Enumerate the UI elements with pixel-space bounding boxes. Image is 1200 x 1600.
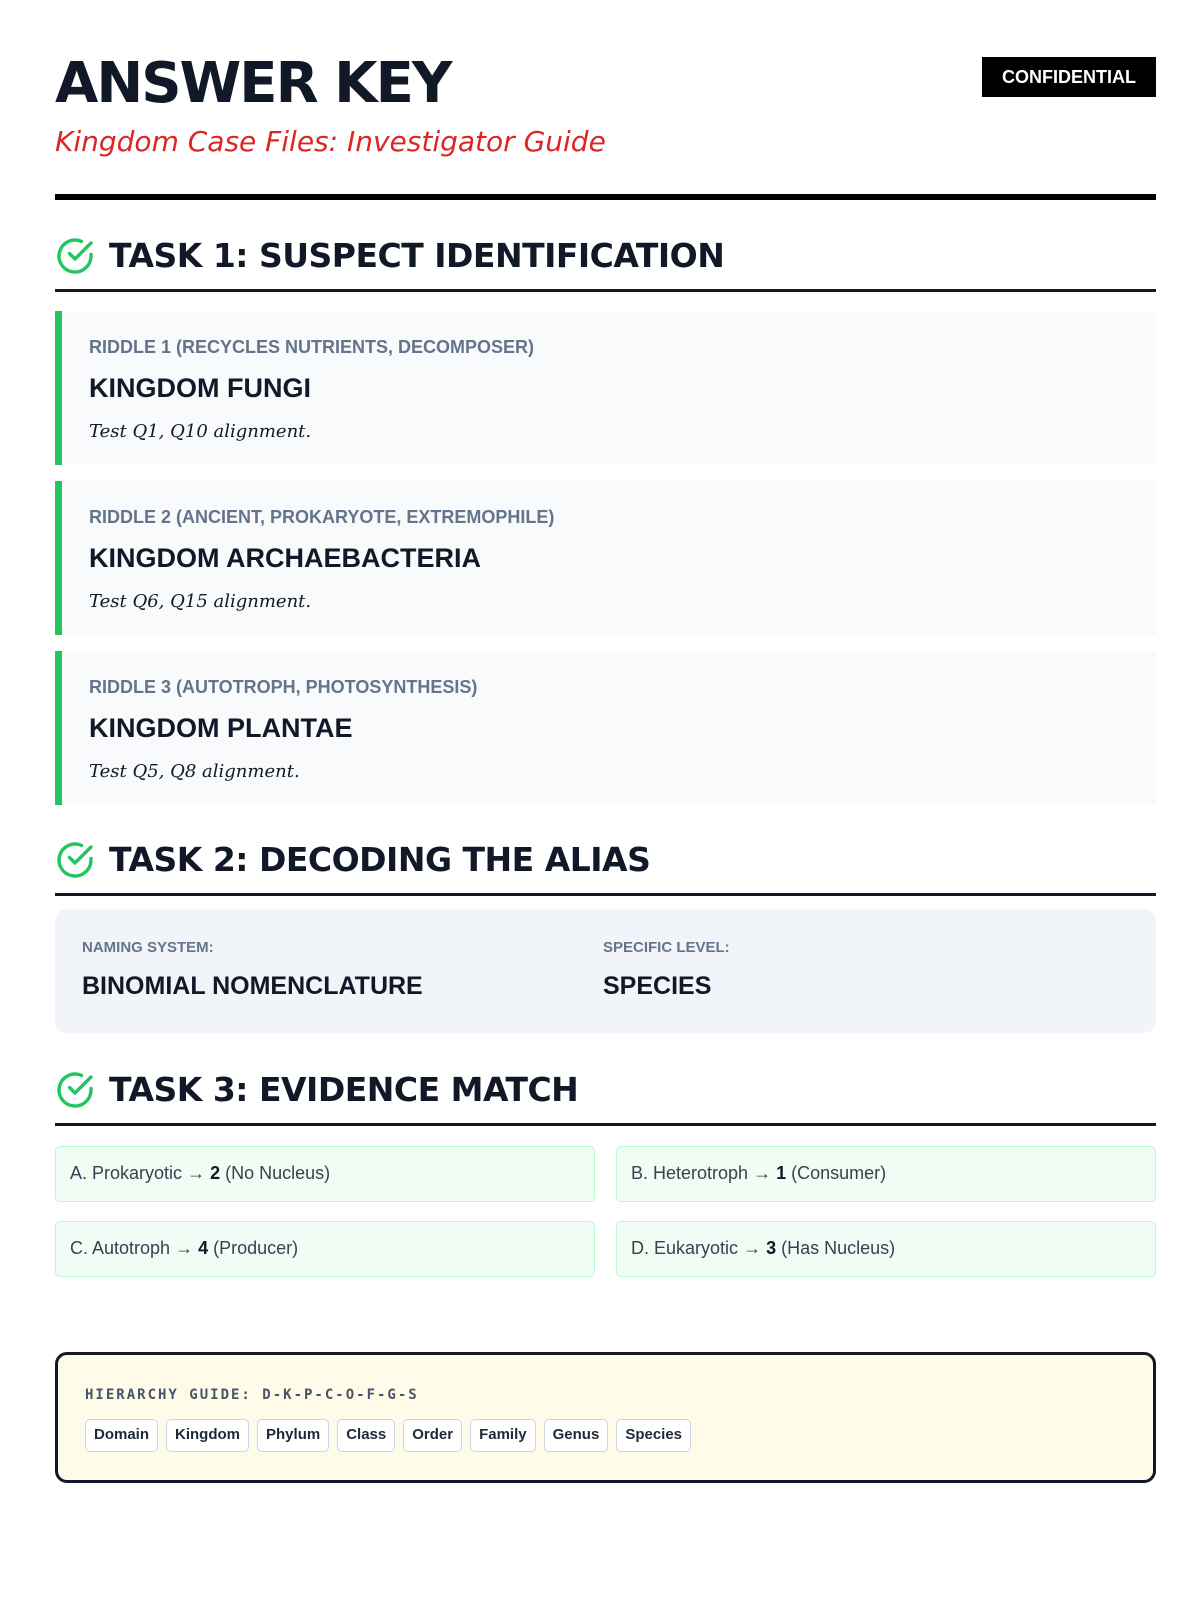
match-number: 2 <box>210 1163 221 1183</box>
task2-heading <box>55 838 1156 896</box>
riddle-answer: KINGDOM FUNGI <box>89 373 311 403</box>
hierarchy-tag-class: Class <box>337 1419 395 1452</box>
riddle-note: Test Q6, Q15 alignment. <box>89 591 312 612</box>
hierarchy-tag-species: Species <box>616 1419 691 1452</box>
match-term: B. Heterotroph <box>631 1163 749 1183</box>
naming-system-label: NAMING SYSTEM: <box>82 939 214 956</box>
specific-level-value: SPECIES <box>603 972 712 1000</box>
alias-box <box>55 909 1156 1033</box>
check-circle-icon <box>55 840 95 880</box>
task3-title: TASK 3: EVIDENCE MATCH <box>109 1070 579 1109</box>
arrow-icon: → <box>187 1163 206 1183</box>
task2-title: TASK 2: DECODING THE ALIAS <box>109 840 651 879</box>
page-title: ANSWER KEY <box>55 51 451 116</box>
evidence-match <box>55 1221 595 1277</box>
hierarchy-tag-domain: Domain <box>85 1419 158 1452</box>
match-description: (Consumer) <box>791 1163 887 1183</box>
arrow-icon: → <box>743 1238 762 1258</box>
match-term: A. Prokaryotic <box>70 1163 183 1183</box>
hierarchy-tags <box>85 1419 691 1452</box>
header-divider <box>55 194 1156 200</box>
riddle-card <box>55 651 1156 805</box>
riddle-card <box>55 481 1156 635</box>
page-subtitle: Kingdom Case Files: Investigator Guide <box>55 125 606 158</box>
specific-level <box>603 939 730 1001</box>
riddle-answer: KINGDOM PLANTAE <box>89 713 353 743</box>
match-number: 4 <box>198 1238 209 1258</box>
arrow-icon: → <box>175 1238 194 1258</box>
match-term: D. Eukaryotic <box>631 1238 739 1258</box>
riddle-label: RIDDLE 3 (AUTOTROPH, PHOTOSYNTHESIS) <box>89 677 478 697</box>
arrow-icon: → <box>753 1163 772 1183</box>
riddle-label: RIDDLE 1 (RECYCLES NUTRIENTS, DECOMPOSER) <box>89 337 535 357</box>
riddle-note: Test Q5, Q8 alignment. <box>89 761 300 782</box>
hierarchy-tag-phylum: Phylum <box>257 1419 329 1452</box>
answer-key-page <box>55 0 1156 1443</box>
hierarchy-tag-genus: Genus <box>544 1419 609 1452</box>
hierarchy-guide-label: HIERARCHY GUIDE: D-K-P-C-O-F-G-S <box>85 1387 419 1403</box>
hierarchy-tag-order: Order <box>403 1419 462 1452</box>
riddle-label: RIDDLE 2 (ANCIENT, PROKARYOTE, EXTREMOPHILE) <box>89 507 555 527</box>
hierarchy-tag-kingdom: Kingdom <box>166 1419 249 1452</box>
naming-system-value: BINOMIAL NOMENCLATURE <box>82 972 423 1000</box>
hierarchy-tag-family: Family <box>470 1419 536 1452</box>
task3-heading <box>55 1068 1156 1126</box>
task1-title: TASK 1: SUSPECT IDENTIFICATION <box>109 236 725 275</box>
check-circle-icon <box>55 236 95 276</box>
match-term: C. Autotroph <box>70 1238 171 1258</box>
riddle-card <box>55 311 1156 465</box>
task1-heading <box>55 234 1156 292</box>
hierarchy-guide <box>55 1352 1156 1483</box>
match-number: 1 <box>776 1163 787 1183</box>
match-number: 3 <box>766 1238 777 1258</box>
match-description: (Producer) <box>213 1238 299 1258</box>
naming-system <box>82 939 423 1001</box>
evidence-match <box>55 1146 595 1202</box>
riddle-answer: KINGDOM ARCHAEBACTERIA <box>89 543 481 573</box>
header <box>55 0 1156 200</box>
riddle-note: Test Q1, Q10 alignment. <box>89 421 312 442</box>
confidential-badge: CONFIDENTIAL <box>982 57 1156 97</box>
match-description: (No Nucleus) <box>225 1163 331 1183</box>
evidence-match <box>616 1146 1156 1202</box>
specific-level-label: SPECIFIC LEVEL: <box>603 939 730 956</box>
match-description: (Has Nucleus) <box>781 1238 896 1258</box>
check-circle-icon <box>55 1070 95 1110</box>
evidence-match <box>616 1221 1156 1277</box>
